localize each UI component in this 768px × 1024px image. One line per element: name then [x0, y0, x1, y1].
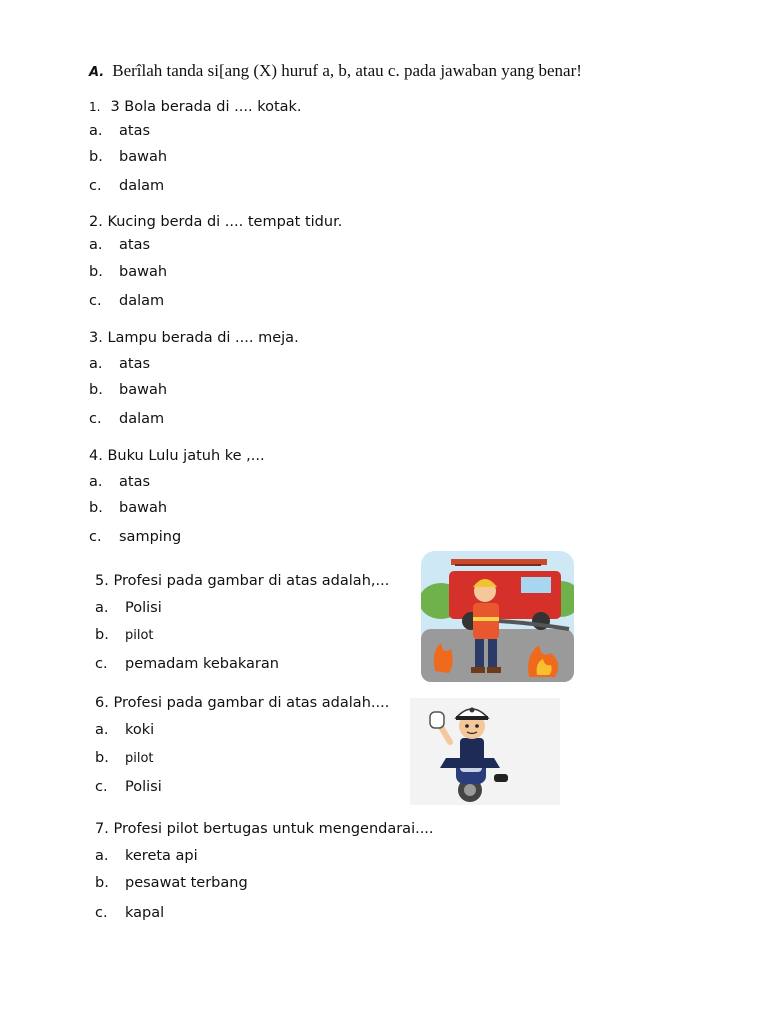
option-letter: b.	[89, 149, 103, 165]
option-7a[interactable]	[95, 848, 198, 864]
option-text: koki	[125, 722, 155, 738]
option-letter: c.	[95, 905, 108, 921]
option-letter: c.	[95, 779, 108, 795]
question-text: 3 Bola berada di .... kotak.	[110, 99, 302, 115]
question-text: Kucing berda di .... tempat tidur.	[107, 214, 343, 230]
question-text: Lampu berada di .... meja.	[107, 330, 299, 346]
option-letter: a.	[95, 600, 109, 616]
option-text: atas	[119, 356, 151, 372]
option-text: dalam	[119, 411, 165, 427]
option-letter: b.	[95, 627, 109, 643]
question-number: 2.	[89, 214, 103, 230]
option-text: bawah	[119, 264, 168, 280]
option-1b[interactable]	[89, 149, 167, 165]
option-text: dalam	[119, 293, 165, 309]
option-4b[interactable]	[89, 500, 167, 516]
police-illustration	[410, 698, 560, 805]
option-text: pemadam kebakaran	[125, 656, 279, 672]
option-text: atas	[119, 474, 151, 490]
option-7c[interactable]	[95, 905, 164, 921]
option-6b[interactable]	[95, 750, 154, 766]
option-letter: c.	[89, 293, 102, 309]
option-6a[interactable]	[95, 722, 154, 738]
option-text: bawah	[119, 149, 168, 165]
option-text: kereta api	[125, 848, 198, 864]
question-7	[95, 821, 434, 837]
question-number: 3.	[89, 330, 103, 346]
instruction	[89, 61, 582, 81]
option-text: Polisi	[125, 600, 162, 616]
option-letter: b.	[89, 264, 103, 280]
option-letter: a.	[95, 722, 109, 738]
option-1c[interactable]	[89, 178, 164, 194]
option-letter: b.	[89, 382, 103, 398]
option-text: bawah	[119, 500, 168, 516]
option-letter: c.	[89, 411, 102, 427]
option-text: kapal	[125, 905, 165, 921]
question-2	[89, 214, 342, 230]
question-4	[89, 448, 265, 464]
option-letter: a.	[89, 237, 103, 253]
option-letter: c.	[95, 656, 108, 672]
instruction-marker: A.	[89, 65, 105, 80]
instruction-text: Berîlah tanda si[ang (X) huruf a, b, atau c. pada jawaban yang benar!	[112, 61, 582, 80]
question-number: 4.	[89, 448, 103, 464]
option-4a[interactable]	[89, 474, 150, 490]
option-letter: b.	[89, 500, 103, 516]
question-3	[89, 330, 299, 346]
option-letter: c.	[89, 529, 102, 545]
option-5a[interactable]	[95, 600, 162, 616]
option-letter: a.	[89, 356, 103, 372]
firefighter-image	[421, 551, 574, 682]
option-letter: c.	[89, 178, 102, 194]
question-number: 1.	[89, 100, 101, 114]
question-number: 7.	[95, 821, 109, 837]
police-image	[410, 698, 560, 805]
option-6c[interactable]	[95, 779, 162, 795]
option-letter: b.	[95, 875, 109, 891]
option-text: Polisi	[125, 779, 162, 795]
option-text: atas	[119, 123, 151, 139]
option-text: pilot	[125, 751, 154, 766]
firefighter-illustration	[421, 551, 574, 682]
option-text: atas	[119, 237, 151, 253]
option-4c[interactable]	[89, 529, 181, 545]
option-3a[interactable]	[89, 356, 150, 372]
option-7b[interactable]	[95, 875, 248, 891]
option-3b[interactable]	[89, 382, 167, 398]
question-number: 5.	[95, 573, 109, 589]
question-text: Profesi pada gambar di atas adalah....	[113, 695, 390, 711]
option-letter: a.	[89, 474, 103, 490]
option-5b[interactable]	[95, 627, 154, 643]
option-text: pilot	[125, 628, 154, 643]
option-3c[interactable]	[89, 411, 164, 427]
option-2a[interactable]	[89, 237, 150, 253]
option-text: pesawat terbang	[125, 875, 248, 891]
option-text: bawah	[119, 382, 168, 398]
question-text: Buku Lulu jatuh ke ,...	[107, 448, 265, 464]
question-1	[89, 99, 302, 115]
option-text: dalam	[119, 178, 165, 194]
question-6	[95, 695, 389, 711]
option-text: samping	[119, 529, 182, 545]
option-letter: a.	[89, 123, 103, 139]
question-text: Profesi pada gambar di atas adalah,...	[113, 573, 390, 589]
option-letter: a.	[95, 848, 109, 864]
option-2c[interactable]	[89, 293, 164, 309]
question-number: 6.	[95, 695, 109, 711]
option-letter: b.	[95, 750, 109, 766]
option-5c[interactable]	[95, 656, 279, 672]
option-2b[interactable]	[89, 264, 167, 280]
question-text: Profesi pilot bertugas untuk mengendarai....	[113, 821, 434, 837]
question-5	[95, 573, 389, 589]
option-1a[interactable]	[89, 123, 150, 139]
